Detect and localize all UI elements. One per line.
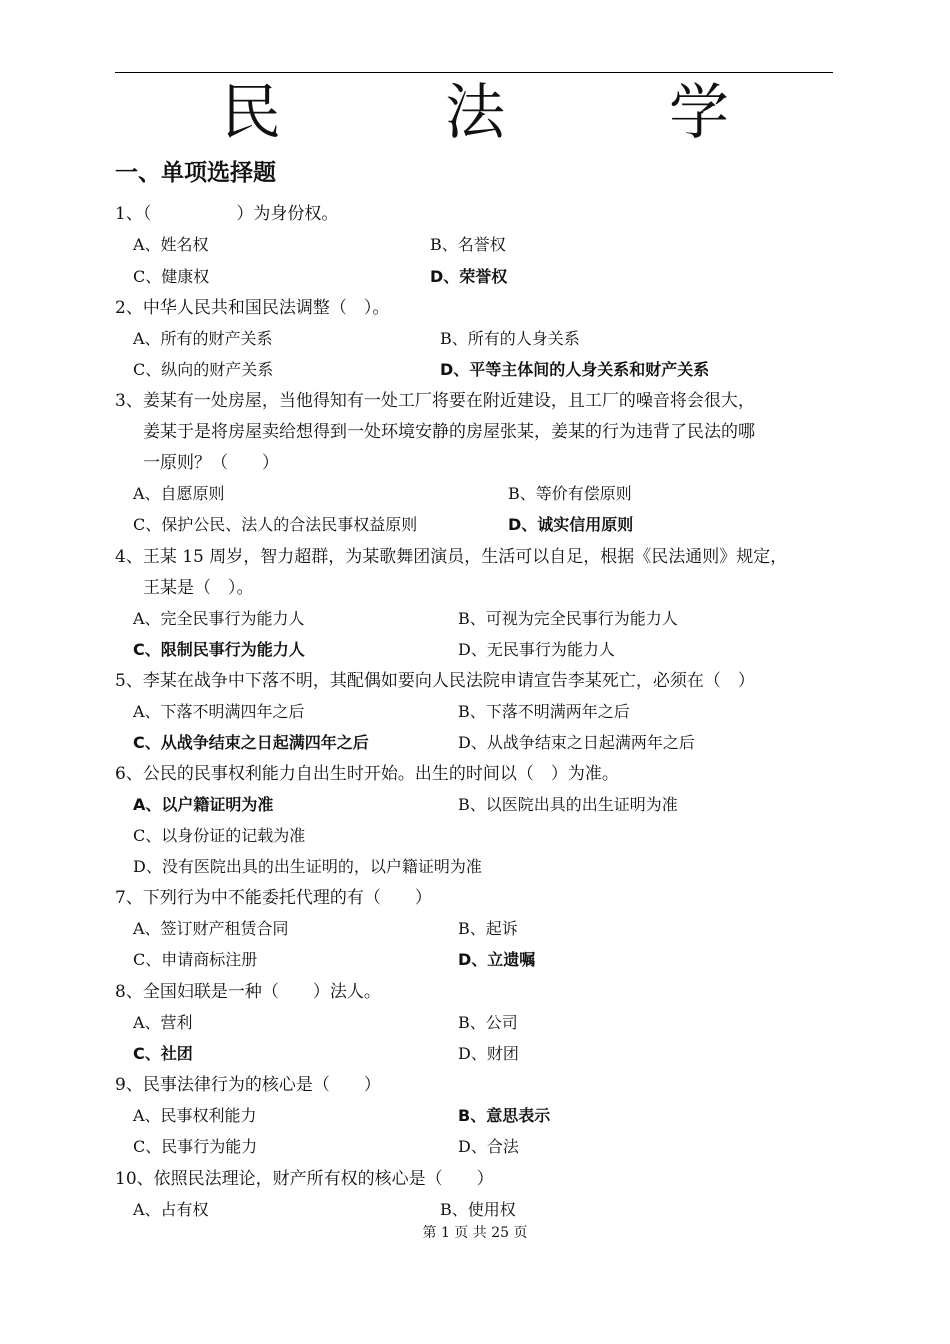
option-10a: A、占有权 <box>133 1200 209 1219</box>
option-3a: A、自愿原则 <box>133 484 225 503</box>
question-8: 8、全国妇联是一种（ ）法人。 <box>115 982 381 1002</box>
question-2: 2、中华人民共和国民法调整（ ）。 <box>115 298 390 318</box>
option-9c: C、民事行为能力 <box>133 1137 258 1156</box>
question-4: 4、王某 15 周岁，智力超群，为某歌舞团演员，生活可以自足，根据《民法通则》规定， <box>115 547 788 567</box>
question-5: 5、李某在战争中下落不明，其配偶如要向人民法院申请宣告李某死亡，必须在（ ） <box>115 671 755 691</box>
option-8a: A、营利 <box>133 1013 193 1032</box>
option-1b: B、名誉权 <box>430 235 506 254</box>
option-3c: C、保护公民、法人的合法民事权益原则 <box>133 515 418 534</box>
question-3-line-2: 姜某于是将房屋卖给想得到一处环境安静的房屋张某，姜某的行为违背了民法的哪 <box>143 422 755 442</box>
option-8b: B、公司 <box>458 1013 518 1032</box>
option-6d: D、没有医院出具的出生证明的，以户籍证明为准 <box>133 857 482 876</box>
option-4d: D、无民事行为能力人 <box>458 640 615 659</box>
question-3-line-3: 一原则？（ ） <box>143 453 279 473</box>
question-9: 9、民事法律行为的核心是（ ） <box>115 1075 381 1095</box>
option-8c-answer: C、社团 <box>133 1044 193 1063</box>
option-9d: D、合法 <box>458 1137 519 1156</box>
option-7b: B、起诉 <box>458 919 518 938</box>
option-7a: A、签订财产租赁合同 <box>133 919 289 938</box>
question-10: 10、依照民法理论，财产所有权的核心是（ ） <box>115 1169 494 1189</box>
option-2c: C、纵向的财产关系 <box>133 360 274 379</box>
question-7: 7、下列行为中不能委托代理的有（ ） <box>115 888 432 908</box>
page-footer: 第 1 页 共 25 页 <box>422 1225 528 1241</box>
question-6: 6、公民的民事权利能力自出生时开始。出生的时间以（ ）为准。 <box>115 764 619 784</box>
option-9b-answer: B、意思表示 <box>458 1106 551 1125</box>
option-10b: B、使用权 <box>440 1200 516 1219</box>
option-5b: B、下落不明满两年之后 <box>458 702 630 721</box>
header-rule <box>115 72 833 73</box>
question-1: 1、（ ）为身份权。 <box>115 204 339 224</box>
option-9a: A、民事权利能力 <box>133 1106 257 1125</box>
option-6b: B、以医院出具的出生证明为准 <box>458 795 678 814</box>
option-5c-answer: C、从战争结束之日起满四年之后 <box>133 733 369 752</box>
option-5a: A、下落不明满四年之后 <box>133 702 305 721</box>
option-1a: A、姓名权 <box>133 235 209 254</box>
section-heading: 一、单项选择题 <box>115 160 276 186</box>
option-2d-answer: D、平等主体间的人身关系和财产关系 <box>440 360 710 379</box>
option-2b: B、所有的人身关系 <box>440 329 580 348</box>
option-3b: B、等价有偿原则 <box>508 484 632 503</box>
option-5d: D、从战争结束之日起满两年之后 <box>458 733 695 752</box>
option-1d-answer: D、荣誉权 <box>430 267 508 286</box>
option-1c: C、健康权 <box>133 267 210 286</box>
option-4b: B、可视为完全民事行为能力人 <box>458 609 678 628</box>
document-title: 民 法 学 <box>221 78 781 148</box>
option-7d-answer: D、立遗嘱 <box>458 950 536 969</box>
option-2a: A、所有的财产关系 <box>133 329 273 348</box>
option-4c-answer: C、限制民事行为能力人 <box>133 640 305 659</box>
question-3: 3、姜某有一处房屋，当他得知有一处工厂将要在附近建设，且工厂的噪音将会很大， <box>115 391 755 411</box>
option-6a-answer: A、以户籍证明为准 <box>133 795 274 814</box>
option-8d: D、财团 <box>458 1044 519 1063</box>
option-4a: A、完全民事行为能力人 <box>133 609 305 628</box>
option-7c: C、申请商标注册 <box>133 950 258 969</box>
option-3d-answer: D、诚实信用原则 <box>508 515 634 534</box>
option-6c: C、以身份证的记载为准 <box>133 826 306 845</box>
question-4-line-2: 王某是（ ）。 <box>143 578 254 598</box>
